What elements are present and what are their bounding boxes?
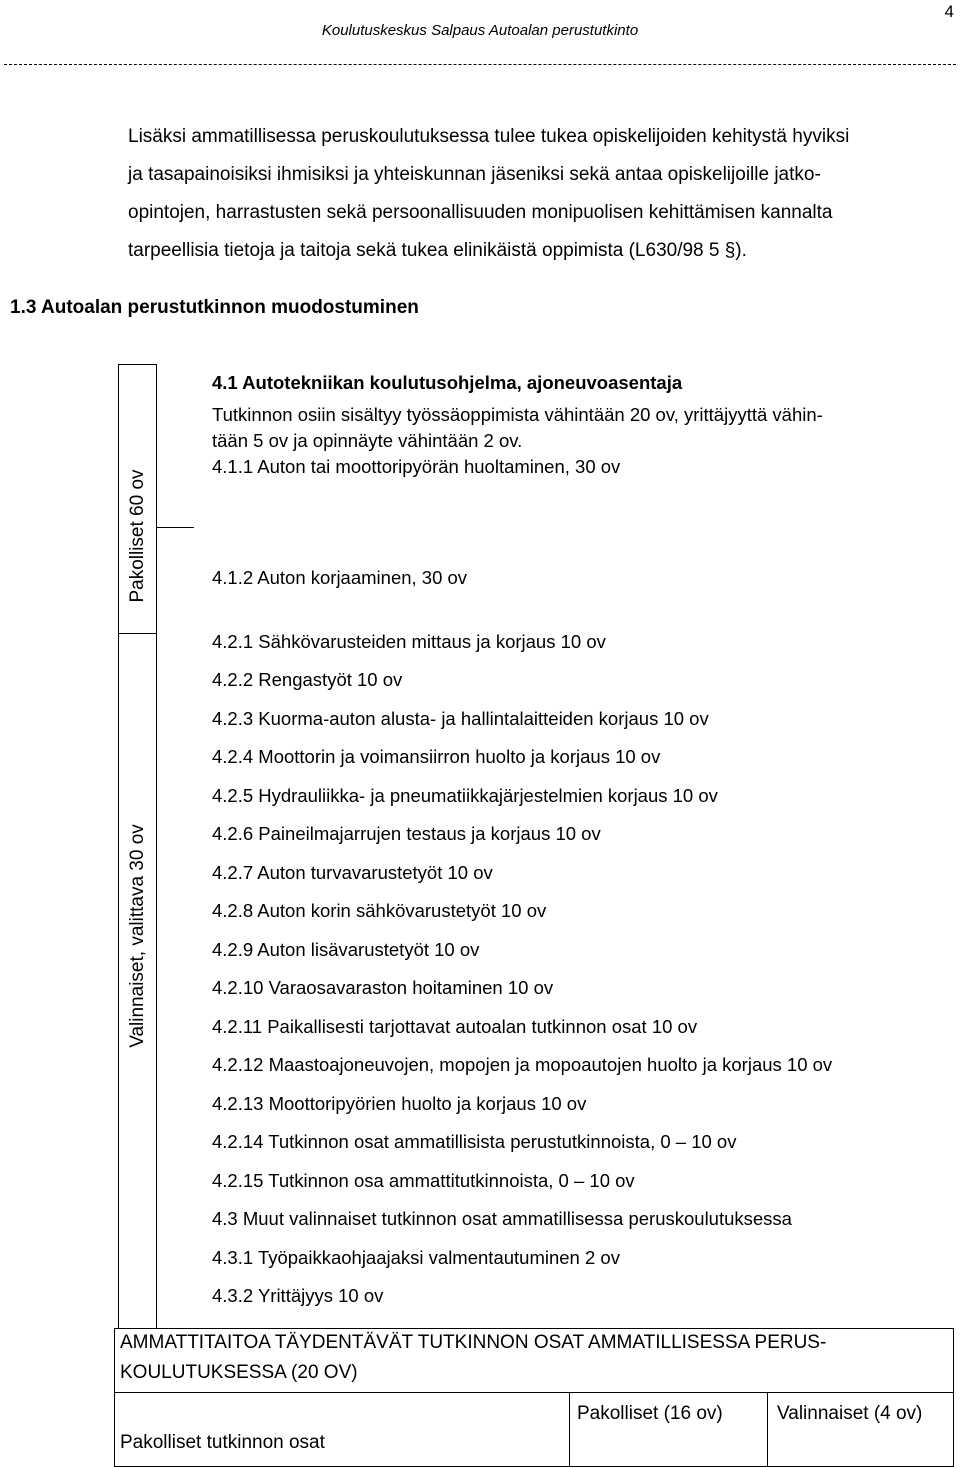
bottom-title-line: KOULUTUKSESSA (20 OV) (120, 1362, 358, 1383)
optional-side-label: Valinnaiset, valittava 30 ov (127, 824, 148, 1048)
bottom-table-bottom-border (114, 1466, 954, 1467)
optional-item: 4.2.15 Tutkinnon osa ammattitutkinnoista, 0 – 10 ov (212, 1170, 635, 1191)
bottom-table-title (120, 1328, 826, 1388)
optional-item: 4.2.9 Auton lisävarustetyöt 10 ov (212, 939, 480, 960)
bottom-title-line: AMMATTITAITOA TÄYDENTÄVÄT TUTKINNON OSAT AMMATILLISESSA PERUS- (120, 1332, 827, 1353)
optional-item: 4.2.3 Kuorma-auton alusta- ja hallintalaitteiden korjaus 10 ov (212, 708, 709, 729)
bottom-table-col-mandatory: Pakolliset (16 ov) (577, 1403, 723, 1424)
mandatory-side-label: Pakolliset 60 ov (127, 469, 148, 603)
bottom-table-left-border (114, 1328, 115, 1466)
program-description (212, 402, 942, 454)
optional-item: 4.2.4 Moottorin ja voimansiirron huolto ja korjaus 10 ov (212, 746, 661, 767)
optional-item: 4.2.13 Moottoripyörien huolto ja korjaus 10 ov (212, 1093, 587, 1114)
intro-line: ja tasapainoisiksi ihmisiksi ja yhteiskunnan jäseniksi sekä antaa opiskelijoille jatko- (128, 164, 821, 185)
bottom-table-col-divider (767, 1392, 768, 1466)
intro-paragraph (128, 118, 928, 270)
optional-item: 4.2.1 Sähkövarusteiden mittaus ja korjaus 10 ov (212, 631, 606, 652)
header-divider (4, 64, 956, 65)
optional-item: 4.2.10 Varaosavaraston hoitaminen 10 ov (212, 977, 554, 998)
bottom-table-col-optional: Valinnaiset (4 ov) (777, 1403, 923, 1424)
optional-item: 4.2.11 Paikallisesti tarjottavat autoalan tutkinnon osat 10 ov (212, 1016, 698, 1037)
description-line: tään 5 ov ja opinnäyte vähintään 2 ov. (212, 430, 523, 451)
optional-item: 4.2.14 Tutkinnon osat ammatillisista perustutkinnoista, 0 – 10 ov (212, 1131, 737, 1152)
optional-item: 4.3.2 Yrittäjyys 10 ov (212, 1285, 384, 1306)
description-line: Tutkinnon osiin sisältyy työssäoppimista vähintään 20 ov, yrittäjyyttä vähin- (212, 404, 823, 425)
optional-item: 4.3 Muut valinnaiset tutkinnon osat ammatillisessa peruskoulutuksessa (212, 1208, 792, 1229)
running-header: Koulutuskeskus Salpaus Autoalan perustutkinto (321, 22, 639, 39)
bottom-table-right-border (953, 1328, 954, 1466)
program-title: 4.1 Autotekniikan koulutusohjelma, ajoneuvoasentaja (212, 372, 683, 393)
intro-line: opintojen, harrastusten sekä persoonallisuuden monipuolisen kehittämisen kannalta (128, 202, 833, 223)
table-top-border (118, 364, 156, 365)
optional-item: 4.2.5 Hydrauliikka- ja pneumatiikkajärjestelmien korjaus 10 ov (212, 785, 718, 806)
mandatory-item: 4.1.1 Auton tai moottoripyörän huoltaminen, 30 ov (212, 456, 621, 477)
mandatory-row-divider (156, 527, 194, 528)
bottom-table-mid-border (114, 1392, 954, 1393)
optional-item: 4.2.12 Maastoajoneuvojen, mopojen ja mopoautojen huolto ja korjaus 10 ov (212, 1054, 833, 1075)
intro-line: Lisäksi ammatillisessa peruskoulutuksessa tulee tukea opiskelijoiden kehitystä hyviksi (128, 126, 850, 147)
mandatory-item: 4.1.2 Auton korjaaminen, 30 ov (212, 567, 468, 588)
table-left-border (118, 364, 119, 1328)
table-inner-border (156, 364, 157, 1328)
page-number: 4 (944, 2, 954, 21)
optional-item: 4.2.6 Paineilmajarrujen testaus ja korjaus 10 ov (212, 823, 601, 844)
optional-item: 4.2.8 Auton korin sähkövarustetyöt 10 ov (212, 900, 547, 921)
optional-item: 4.3.1 Työpaikkaohjaajaksi valmentautuminen 2 ov (212, 1247, 620, 1268)
intro-line: tarpeellisia tietoja ja taitoja sekä tukea elinikäistä oppimista (L630/98 5 §). (128, 240, 747, 261)
section-heading: 1.3 Autoalan perustutkinnon muodostuminen (10, 297, 419, 318)
optional-item: 4.2.2 Rengastyöt 10 ov (212, 669, 403, 690)
optional-item: 4.2.7 Auton turvavarustetyöt 10 ov (212, 862, 493, 883)
bottom-table-row-label: Pakolliset tutkinnon osat (120, 1432, 325, 1453)
bottom-table-col-divider (569, 1392, 570, 1466)
